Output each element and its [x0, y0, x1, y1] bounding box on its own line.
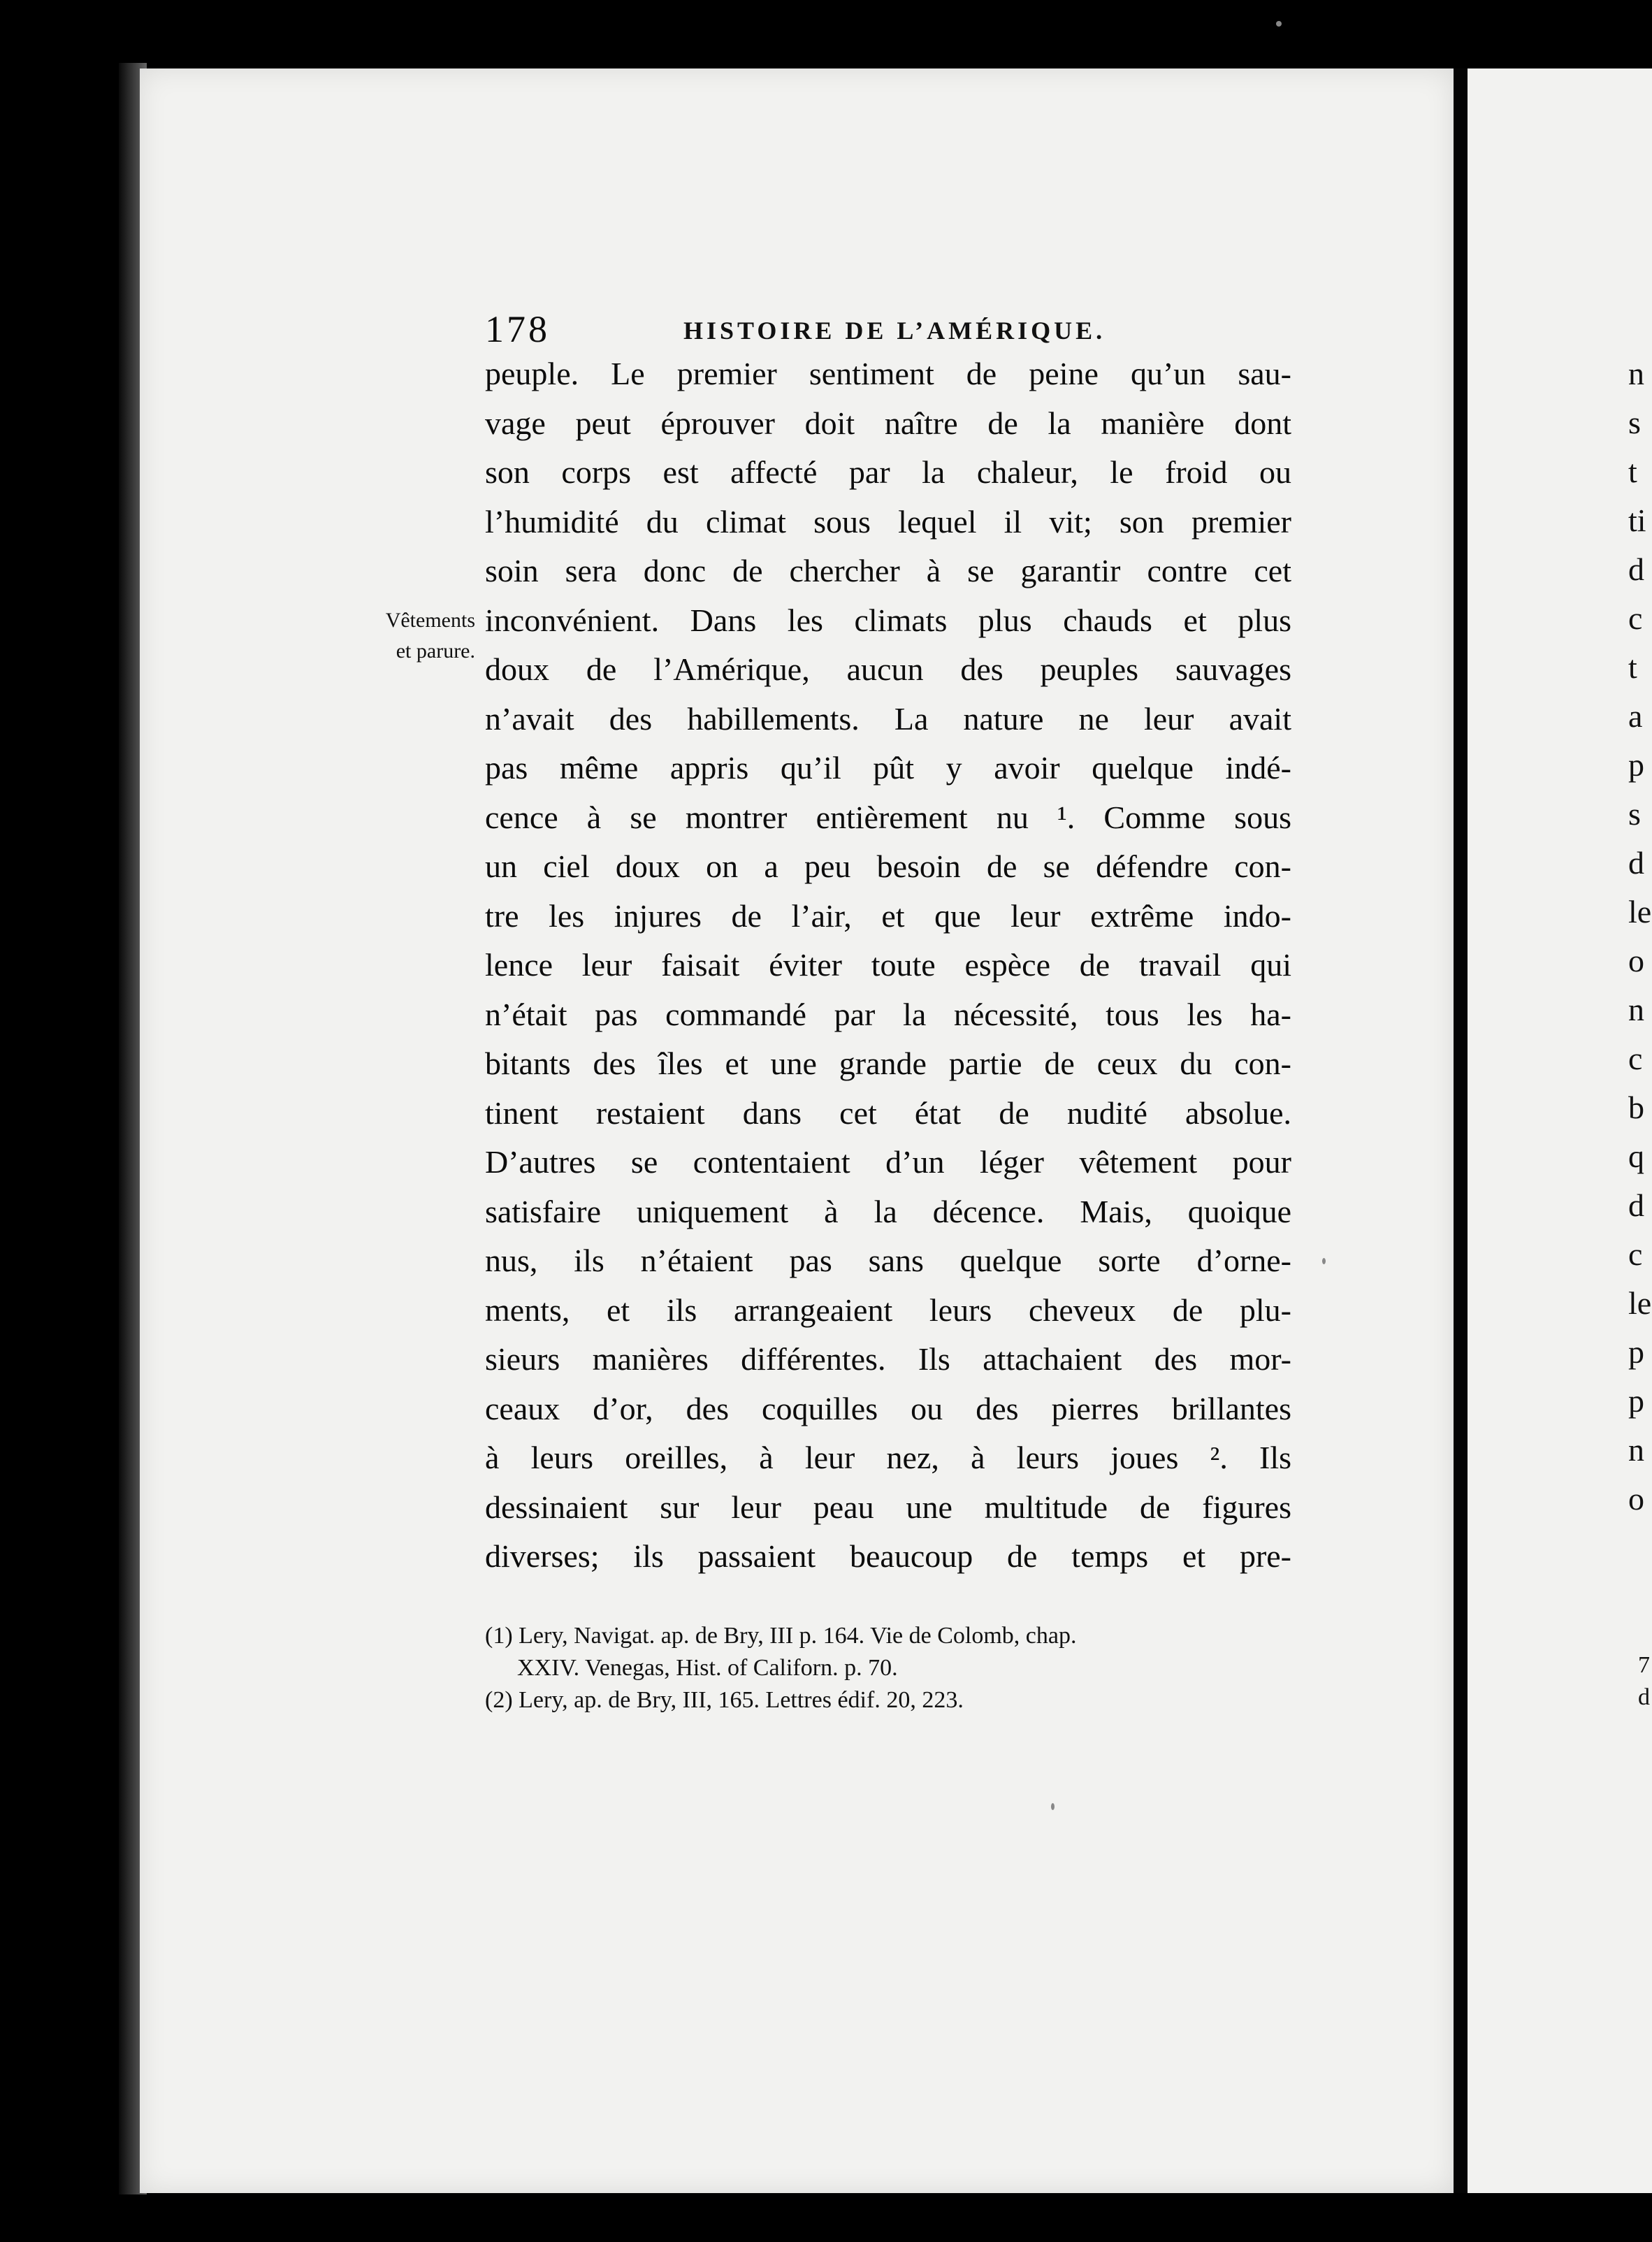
text-line: son corps est affecté par la chaleur, le froid ou [485, 454, 1291, 490]
facing-page-letter: o [1628, 1481, 1644, 1517]
text-line: à leurs oreilles, à leur nez, à leurs joues ². Ils [485, 1440, 1291, 1475]
paper-speck [1322, 1258, 1326, 1264]
facing-page-letter: ti [1628, 502, 1646, 538]
facing-page-letter: n [1628, 1432, 1644, 1468]
footnote-line: (2) Lery, ap. de Bry, III, 165. Lettres édif. 20, 223. [485, 1687, 964, 1713]
text-line: ceaux d’or, des coquilles ou des pierres brillantes [485, 1390, 1291, 1426]
text-line: cence à se montrer entièrement nu ¹. Comme sous [485, 799, 1291, 835]
facing-page-letter: le [1628, 894, 1652, 930]
paper-speck [1276, 21, 1282, 27]
text-line: tre les injures de l’air, et que leur extrême indo- [485, 897, 1291, 934]
facing-page-letter: d [1628, 845, 1644, 881]
text-line: ments, et ils arrangeaient leurs cheveux de plu- [485, 1292, 1291, 1328]
text-line: l’humidité du climat sous lequel il vit; son premier [485, 503, 1291, 540]
page-number: 178 [485, 308, 550, 350]
margin-note [314, 605, 475, 667]
text-line: diverses; ils passaient beaucoup de temps et pre- [485, 1538, 1291, 1574]
facing-page-letter: o [1628, 943, 1644, 978]
facing-page-letter: d [1628, 1187, 1644, 1223]
margin-note-line: et parure. [396, 639, 475, 663]
facing-page-footnote-char: d [1638, 1684, 1650, 1710]
facing-page-letter: c [1628, 1041, 1643, 1076]
facing-page-letter: p [1628, 747, 1644, 783]
text-line: sieurs manières différentes. Ils attachaient des mor- [485, 1341, 1291, 1377]
facing-page-text-fragment [1628, 349, 1652, 1524]
facing-page-letter: d [1628, 551, 1644, 587]
facing-page-footnote-fragment [1638, 1649, 1652, 1714]
text-line: peuple. Le premier sentiment de peine qu’un sau- [485, 356, 1291, 391]
footnote-line: (1) Lery, Navigat. ap. de Bry, III p. 164. Vie de Colomb, chap. [485, 1623, 1077, 1649]
text-line: vage peut éprouver doit naître de la manière dont [485, 405, 1291, 441]
book-gutter [1454, 68, 1468, 2193]
facing-page-letter: c [1628, 600, 1643, 636]
facing-page-letter: p [1628, 1334, 1644, 1370]
facing-page-fragment [1468, 68, 1652, 2193]
facing-page-letter: n [1628, 992, 1644, 1027]
facing-page-letter: t [1628, 454, 1637, 489]
body-text [485, 349, 1291, 1582]
text-line: n’avait des habillements. La nature ne leur avait [485, 700, 1291, 737]
text-line: dessinaient sur leur peau une multitude de figures [485, 1489, 1291, 1525]
text-line: bitants des îles et une grande partie de ceux du con- [485, 1046, 1291, 1081]
facing-page-letter: n [1628, 356, 1644, 391]
text-line: nus, ils n’étaient pas sans quelque sorte d’orne- [485, 1243, 1291, 1278]
footnote-line: XXIV. Venegas, Hist. of Californ. p. 70. [517, 1655, 898, 1681]
facing-page-letter: p [1628, 1383, 1644, 1419]
text-line: doux de l’Amérique, aucun des peuples sauvages [485, 651, 1291, 687]
text-line: n’était pas commandé par la nécessité, tous les ha- [485, 996, 1291, 1032]
facing-page-letter: c [1628, 1236, 1643, 1272]
facing-page-letter: b [1628, 1090, 1644, 1125]
text-line: lence leur faisait éviter toute espèce de travail qui [485, 947, 1291, 983]
text-line: tinent restaient dans cet état de nudité absolue. [485, 1094, 1291, 1131]
text-line: un ciel doux on a peu besoin de se défendre con- [485, 848, 1291, 884]
margin-note-line: Vêtements [385, 609, 475, 632]
facing-page-letter: s [1628, 796, 1641, 832]
facing-page-letter: s [1628, 405, 1641, 440]
paper-speck [1051, 1803, 1055, 1810]
footnotes [485, 1620, 1293, 1716]
facing-page-letter: t [1628, 649, 1637, 685]
text-line: pas même appris qu’il pût y avoir quelque indé- [485, 750, 1291, 786]
running-head: HISTOIRE DE L’AMÉRIQUE. [683, 317, 1106, 345]
facing-page-letter: le [1628, 1285, 1652, 1321]
text-line: soin sera donc de chercher à se garantir contre cet [485, 553, 1291, 588]
text-line: D’autres se contentaient d’un léger vêtement pour [485, 1144, 1291, 1180]
facing-page-letter: q [1628, 1138, 1644, 1174]
text-line: inconvénient. Dans les climats plus chauds et plus [485, 602, 1291, 638]
facing-page-letter: a [1628, 698, 1643, 734]
text-line: satisfaire uniquement à la décence. Mais, quoique [485, 1193, 1291, 1229]
facing-page-footnote-char: 7 [1638, 1652, 1650, 1678]
